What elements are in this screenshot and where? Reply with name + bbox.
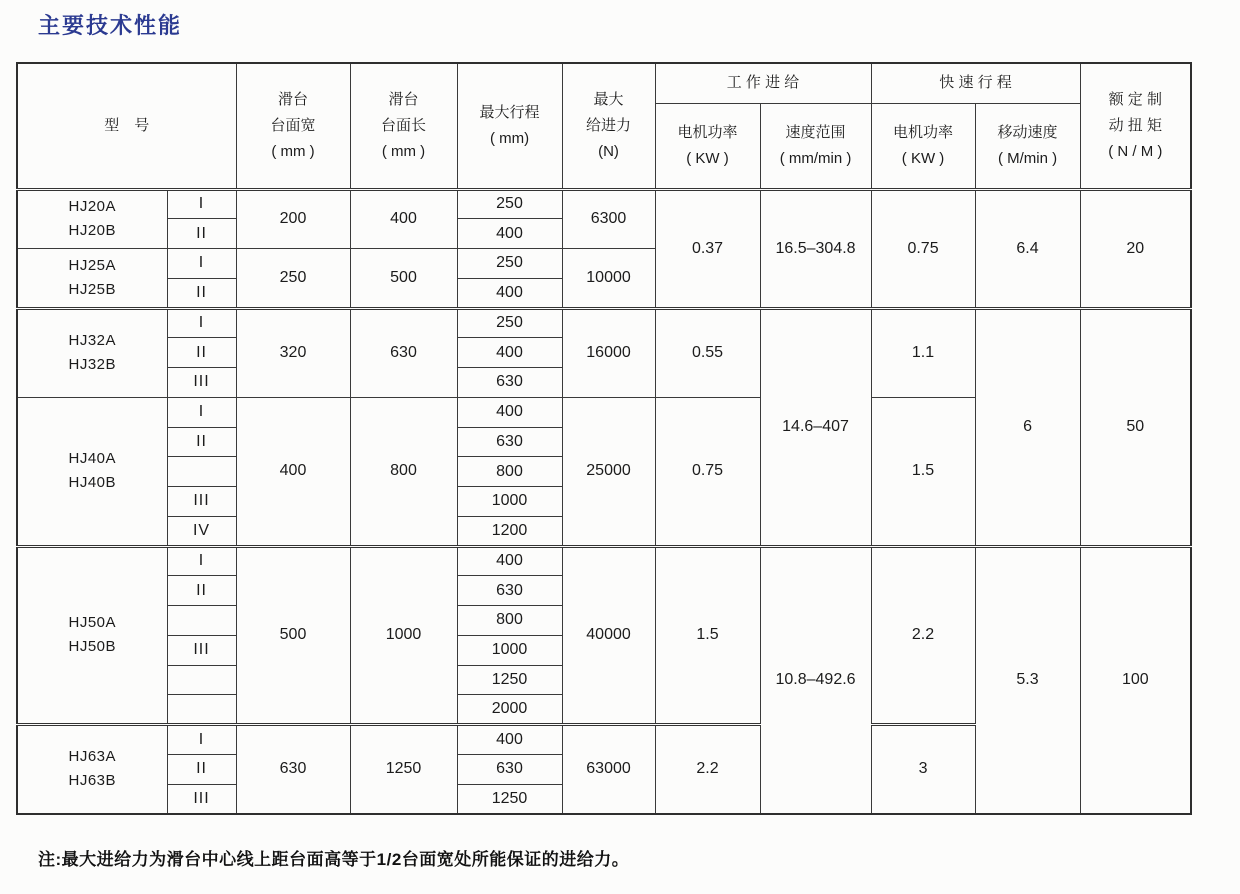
stroke-cell: 250 [457,249,562,279]
force-cell: 63000 [562,725,655,814]
stroke-cell: 800 [457,606,562,636]
length-cell: 500 [350,249,457,309]
col-header-work-feed: 工 作 进 给 [655,63,871,103]
torque-cell: 50 [1080,308,1191,546]
stroke-cell: 1000 [457,635,562,665]
stroke-cell: 400 [457,725,562,755]
model-line: HJ40A [68,450,117,468]
model-cell-hj25 [17,249,167,309]
width-cell: 400 [236,397,350,546]
stroke-cell: 1000 [457,487,562,517]
model-line: HJ63A [68,748,117,766]
model-line: HJ50B [68,638,117,656]
variant-cell: II [167,427,236,457]
stroke-cell: 400 [457,278,562,308]
model-line: HJ32A [68,332,117,350]
variant-cell: III [167,784,236,814]
col-header-rapid-motor-power: 电机功率 ( KW ) [871,103,975,189]
variant-cell: III [167,487,236,517]
move-speed-cell: 6.4 [975,189,1080,308]
length-cell: 1250 [350,725,457,814]
model-cell-hj63 [17,725,167,814]
length-cell: 1000 [350,546,457,725]
speed-range-cell: 10.8–492.6 [760,546,871,814]
stroke-cell: 2000 [457,695,562,725]
model-cell-hj50 [17,546,167,725]
speed-range-cell: 16.5–304.8 [760,189,871,308]
force-cell: 10000 [562,249,655,309]
variant-cell: II [167,576,236,606]
model-line: HJ20A [68,198,117,216]
model-cell-hj20 [17,189,167,249]
footnote: 注:最大进给力为滑台中心线上距台面高等于1/2台面宽处所能保证的进给力。 [38,850,630,869]
stroke-cell: 630 [457,368,562,398]
force-cell: 40000 [562,546,655,725]
model-line: HJ32B [68,356,117,374]
stroke-cell: 400 [457,219,562,249]
torque-cell: 20 [1080,189,1191,308]
work-power-cell: 2.2 [655,725,760,814]
width-cell: 200 [236,189,350,249]
col-header-rapid-travel: 快 速 行 程 [871,63,1080,103]
width-cell: 320 [236,308,350,397]
stroke-cell: 1200 [457,516,562,546]
length-cell: 630 [350,308,457,397]
width-cell: 630 [236,725,350,814]
page-title: 主要技术性能 [38,13,183,38]
variant-cell: IV [167,516,236,546]
stroke-cell: 400 [457,338,562,368]
variant-cell: III [167,368,236,398]
col-header-max-stroke: 最大行程 ( mm) [457,63,562,189]
stroke-cell: 250 [457,308,562,338]
stroke-cell: 630 [457,754,562,784]
variant-cell: I [167,725,236,755]
stroke-cell: 1250 [457,665,562,695]
work-power-cell: 0.75 [655,397,760,546]
spec-table [16,62,1192,815]
rapid-power-cell: 1.1 [871,308,975,397]
col-header-brake-torque: 额 定 制 动 扭 矩 ( N / M ) [1080,63,1191,189]
torque-cell: 100 [1080,546,1191,814]
model-line: HJ40B [68,474,117,492]
variant-cell-blank [167,457,236,487]
stroke-cell: 800 [457,457,562,487]
stroke-cell: 630 [457,576,562,606]
variant-cell: II [167,754,236,784]
col-header-table-width: 滑台 台面宽 ( mm ) [236,63,350,189]
variant-cell: III [167,635,236,665]
length-cell: 400 [350,189,457,249]
work-power-cell: 0.37 [655,189,760,308]
variant-cell: I [167,546,236,576]
stroke-cell: 400 [457,546,562,576]
width-cell: 250 [236,249,350,309]
variant-cell: I [167,189,236,219]
force-cell: 16000 [562,308,655,397]
col-header-max-force: 最大 给进力 (N) [562,63,655,189]
force-cell: 25000 [562,397,655,546]
force-cell: 6300 [562,189,655,249]
rapid-power-cell: 0.75 [871,189,975,308]
col-header-work-motor-power: 电机功率 ( KW ) [655,103,760,189]
speed-range-cell: 14.6–407 [760,308,871,546]
rapid-power-cell: 3 [871,725,975,814]
model-line: HJ25B [68,280,117,298]
col-header-table-length: 滑台 台面长 ( mm ) [350,63,457,189]
model-line: HJ20B [68,222,117,240]
stroke-cell: 630 [457,427,562,457]
rapid-power-cell: 2.2 [871,546,975,725]
variant-cell: II [167,219,236,249]
move-speed-cell: 6 [975,308,1080,546]
variant-cell: II [167,338,236,368]
model-cell-hj40 [17,397,167,546]
model-line: HJ63B [68,772,117,790]
model-line: HJ25A [68,256,117,274]
work-power-cell: 1.5 [655,546,760,725]
length-cell: 800 [350,397,457,546]
move-speed-cell: 5.3 [975,546,1080,814]
col-header-model: 型 号 [17,63,236,189]
stroke-cell: 250 [457,189,562,219]
col-header-speed-range: 速度范围 ( mm/min ) [760,103,871,189]
variant-cell: I [167,397,236,427]
model-line: HJ50A [68,614,117,632]
variant-cell: I [167,308,236,338]
stroke-cell: 1250 [457,784,562,814]
variant-cell: II [167,278,236,308]
variant-cell: I [167,249,236,279]
variant-cell-blank [167,606,236,636]
work-power-cell: 0.55 [655,308,760,397]
width-cell: 500 [236,546,350,725]
model-cell-hj32 [17,308,167,397]
rapid-power-cell: 1.5 [871,397,975,546]
stroke-cell: 400 [457,397,562,427]
variant-cell-blank [167,695,236,725]
col-header-move-speed: 移动速度 ( M/min ) [975,103,1080,189]
variant-cell-blank [167,665,236,695]
